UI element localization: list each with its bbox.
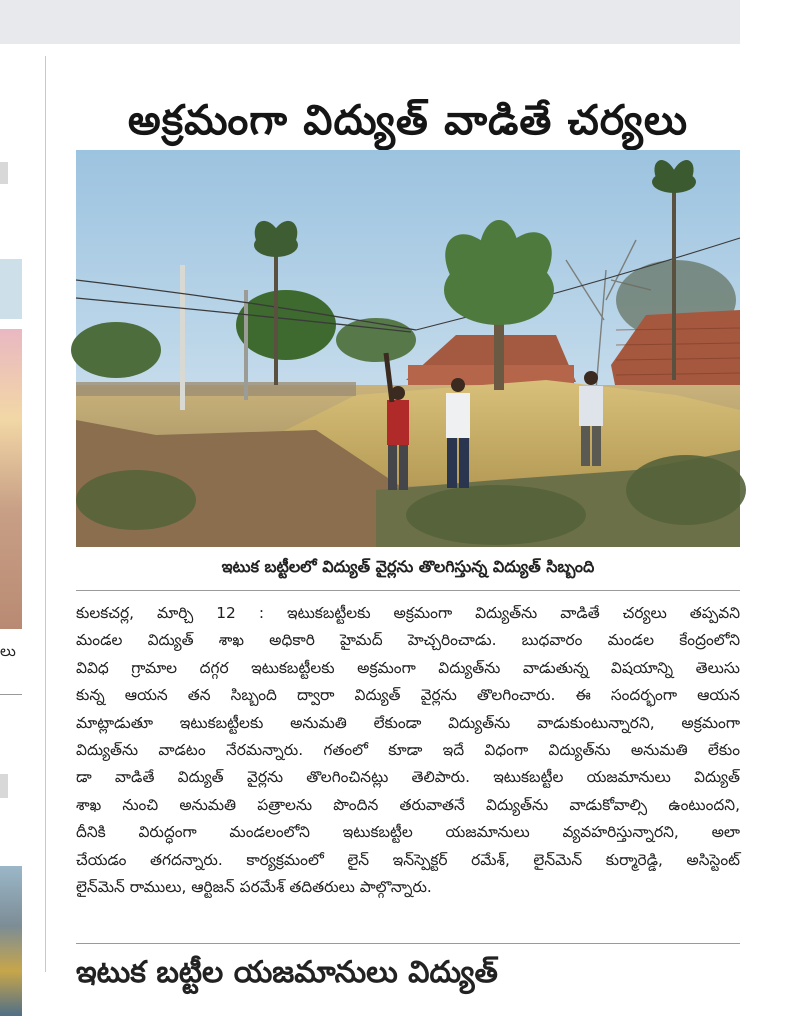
adjacent-column-strip (0, 44, 46, 972)
body-line: వివిధ గ్రామాల దగ్గర ఇటుకబట్టీలకు అక్రమంగా విద్యుత్‌ను వాడుతున్న విషయాన్ని తెలుసు (76, 658, 740, 677)
body-line: మండల విద్యుత్ శాఖ అధికారి హైమద్ హెచ్చరించాడు. బుధవారం మండల కేంద్రంలోని (76, 631, 740, 650)
photo-caption: ఇటుక బట్టీలలో విద్యుత్ వైర్లను తొలగిస్తున్న విద్యుత్ సిబ్బంది (221, 557, 595, 576)
body-line: డా వాడితే విద్యుత్ వైర్లను తొలగించినట్లు తెలిపారు. ఇటుకబట్టీల యజమానులు విద్యుత్ (76, 768, 740, 787)
adjacent-divider (0, 694, 22, 695)
body-line: శాఖ నుంచి అనుమతి పత్రాలను పొందిన తరువాతనే విద్యుత్‌ను వాడుకోవాల్సి ఉంటుందని, (76, 795, 740, 814)
adjacent-photo-fragment-2 (0, 866, 22, 1016)
body-line: మాట్లాడుతూ ఇటుకబట్టీలకు అనుమతి లేకుండా విద్యుత్‌ను వాడుకుంటున్నారని, అక్రమంగా (76, 713, 740, 732)
adjacent-headline-fragment: లు (0, 642, 16, 660)
column-divider (45, 56, 46, 972)
body-line: చేయడం తగదన్నారు. కార్యక్రమంలో లైన్ ఇన్‌స్పెక్టర్ రమేశ్, లైన్‌మెన్ కుర్మారెడ్డి, అసిస్టెంట్ (76, 850, 740, 869)
article-body (76, 600, 740, 901)
adjacent-text-fragment (0, 162, 8, 184)
body-line: కున్న ఆయన తన సిబ్బంది ద్వారా విద్యుత్ వైర్లను తొలగించారు. ఈ సందర్భంగా ఆయన (76, 686, 740, 705)
body-line: విద్యుత్‌ను వాడటం నేరమన్నారు. గతంలో కూడా ఇదే విధంగా విద్యుత్‌ను అనుమతి లేకుం (76, 740, 740, 759)
next-article-headline-text: ఇటుక బట్టీల యజమానులు విద్యుత్ (76, 955, 498, 990)
article-headline: అక్రమంగా విద్యుత్ వాడితే చర్యలు (127, 96, 689, 145)
body-line: దీనికి విరుద్ధంగా మండలంలోని ఇటుకబట్టీల యజమానులు వ్యవహరిస్తున్నారని, అలా (76, 823, 740, 842)
body-line: కులకచర్ల, మార్చి 12 : ఇటుకబట్టీలకు అక్రమంగా విద్యుత్‌ను వాడితే చర్యలు తప్పవని (76, 604, 740, 622)
top-header-band (0, 0, 740, 44)
adjacent-photo-fragment (0, 329, 22, 629)
adjacent-text-fragment-2 (0, 774, 8, 798)
next-article-headline-fragment (76, 954, 740, 990)
adjacent-image-fragment (0, 259, 22, 319)
article-photo (76, 150, 740, 547)
article-end-divider (76, 943, 740, 944)
caption-divider (76, 590, 740, 591)
body-line: లైన్‌మెన్ రాములు, ఆర్టిజన్ పరమేశ్ తదితరులు పాల్గొన్నారు. (76, 877, 432, 896)
